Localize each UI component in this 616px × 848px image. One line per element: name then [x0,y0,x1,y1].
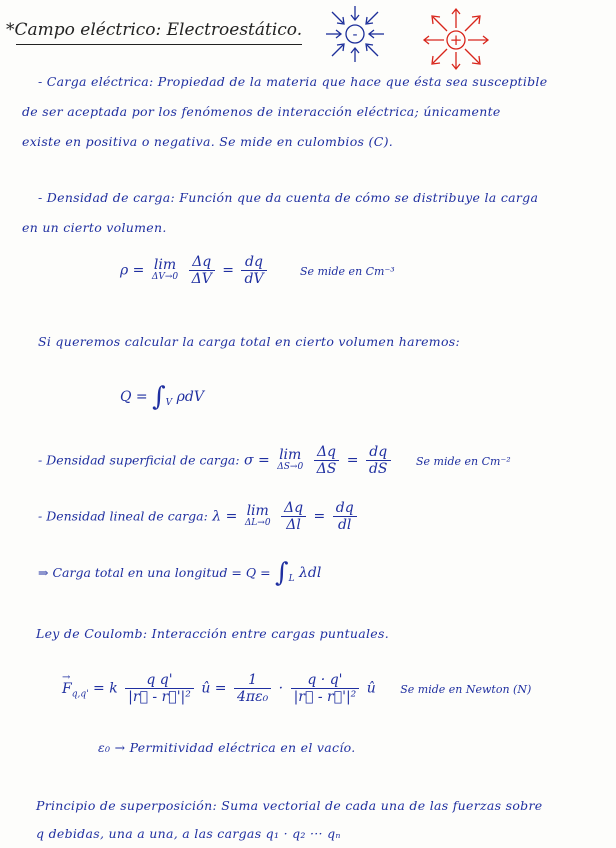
volume-density-formula: ρ = lim ΔV→0 $\frac{\Delta q}{\Delta V}$ = $\frac{dq}{dV}$ Se mide en Cm⁻³ [120,254,395,287]
negative-charge-field-icon [320,2,390,64]
page-title [6,20,302,40]
charge-definition-line2: de ser aceptada por los fenómenos de interacción eléctrica; únicamente [22,104,501,119]
linear-density-label: - Densidad lineal de carga: [38,508,208,524]
title-underline [16,44,302,45]
permittivity-note: ε₀ → Permitividad eléctrica en el vacío. [98,740,356,755]
charge-definition-line3: existe en positiva o negativa. Se mide en culombios (C). [22,134,394,149]
positive-sign: + [449,31,463,49]
superposition-line2: q debidas, una a una, a las cargas q₁ · q₂ ··· qₙ [36,826,341,841]
volume-density-unit: Se mide en Cm⁻³ [300,264,395,278]
force-vector: → F [62,671,72,697]
linear-density-formula: - Densidad lineal de carga: λ = lim ΔL→0 $\frac{\Delta q}{\Delta l}$ = $\frac{dq}{dl}$ [38,500,360,533]
total-charge-formula: $Q = \int_V$ ρdV [120,382,204,412]
superposition-line1: Principio de superposición: Suma vectorial de cada una de las fuerzas sobre [36,798,543,813]
total-charge-text: Si queremos calcular la carga total en cierto volumen haremos: [38,334,461,349]
fraction-delta: $\frac{\Delta q}{\Delta V}$ [189,254,215,287]
limit: lim ΔV→0 [151,256,179,282]
charge-definition-line1: - Carga eléctrica: Propiedad de la materia que hace que ésta sea susceptible [38,74,548,89]
negative-sign: - [352,27,358,43]
coulomb-unit: Se mide en Newton (N) [400,682,532,696]
page-title-text: *Campo eléctrico: Electroestático. [6,20,303,40]
surface-density-unit: Se mide en Cm⁻² [415,454,511,468]
surface-density-formula: - Densidad superficial de carga: σ = lim ΔS→0 $\frac{\Delta q}{\Delta S}$ = $\frac{dq}{dS}$ Se mide en Cm⁻² [38,444,511,477]
coulomb-law-title: Ley de Coulomb: Interacción entre cargas puntuales. [36,626,389,641]
surface-density-label: - Densidad superficial de carga: [38,452,240,468]
density-definition-line2: en un cierto volumen. [22,220,167,235]
fraction-derivative: $\frac{dq}{dV}$ [241,254,266,287]
integral-sign: ∫ [152,382,166,412]
rho-symbol: ρ = [120,262,145,279]
positive-charge-field-icon [420,4,492,72]
coulomb-formula: → $F_{q,q'} = k$ $\frac{\text{q q'}}{\text{|r⃗ - r⃗'|²}}$ û = $\frac{1}{\text{4πε₀}}$ · $\frac{q \cdot q'}{\text{|r⃗ - r⃗'|²}}$ û Se mide en Newton (N) [62,671,532,705]
density-definition-line1: - Densidad de carga: Función que da cuenta de cómo se distribuye la carga [38,190,539,205]
length-charge-formula: ⇒ Carga total en una longitud = $Q = \int_L$ λdl [38,558,322,588]
